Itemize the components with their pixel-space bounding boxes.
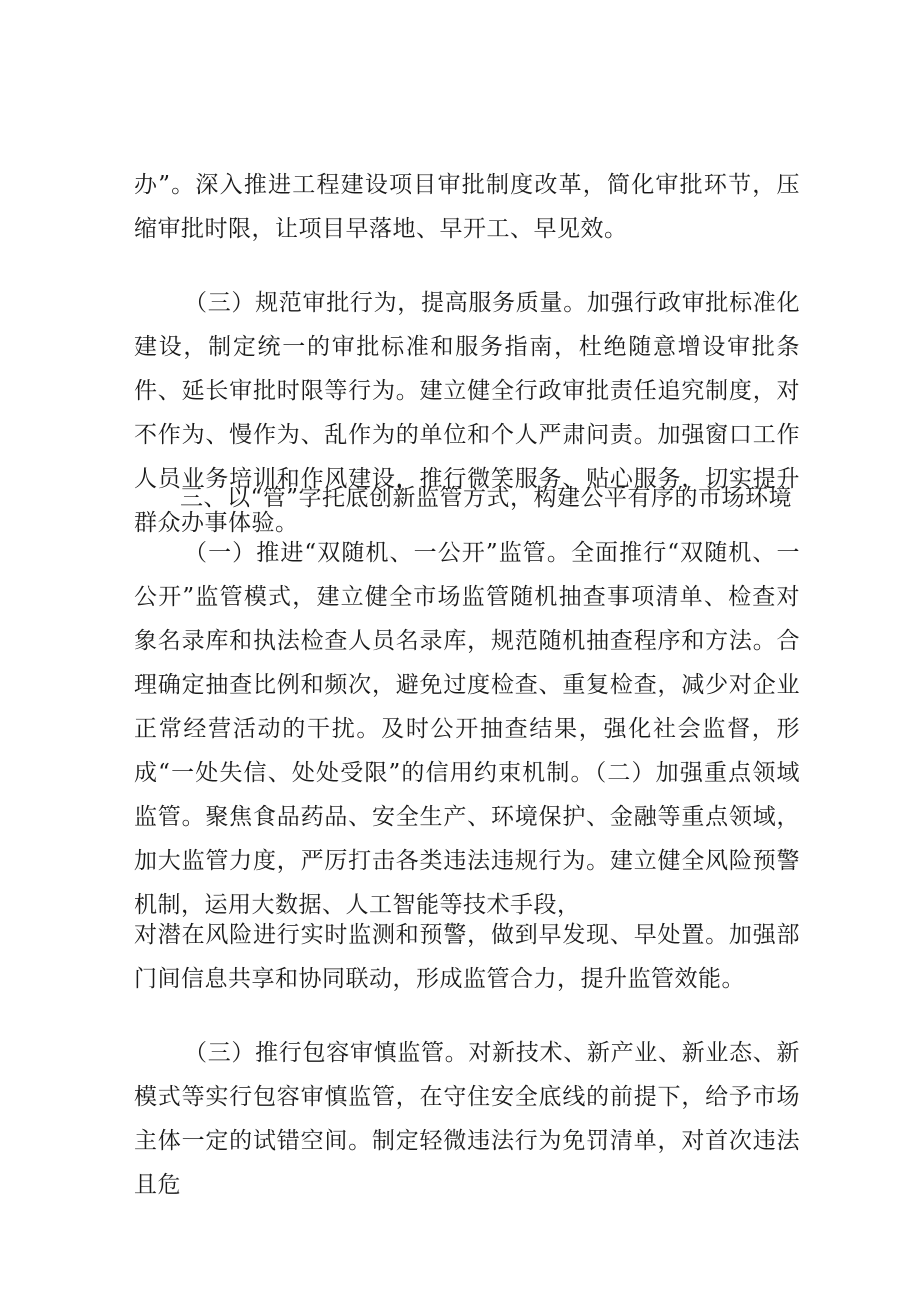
paragraph-inclusive-supervision: （三）推行包容审慎监管。对新技术、新产业、新业态、新模式等实行包容审慎监管，在守住安全底线的前提下，给予市场主体一定的试错空间。制定轻微违法行为免罚清单，对首次违法且危 — [134, 1040, 800, 1198]
paragraph-double-random-supervision: （一）推进“双随机、一公开”监管。全面推行“双随机、一公开”监管模式，建立健全市场监管随机抽查事项清单、检查对象名录库和执法检查人员名录库，规范随机抽查程序和方法。合理确定抽查比例和频次，避免过度检查、重复检查，减少对企业正常经营活动的干扰。及时公开抽查结果，强化社会监督，形成“一处失信、处处受限”的信用约束机制。（二）加强重点领域监管。聚焦食品药品、安全生产、环境保护、金融等重点领域，加大监管力度，严厉打击各类违法违规行为。建立健全风险预警机制，运用大数据、人工智能等技术手段， — [134, 540, 800, 918]
paragraph-risk-monitoring: 对潜在风险进行实时监测和预警，做到早发现、早处置。加强部门间信息共享和协同联动，形成监管合力，提升监管效能。 — [134, 922, 800, 992]
section-heading-supervision: 三、以“管”字托底创新监管方式，构建公平有序的市场环境 — [180, 485, 793, 511]
paragraph-standardize-approval: （三）规范审批行为，提高服务质量。加强行政审批标准化建设，制定统一的审批标准和服务指南，杜绝随意增设审批条件、延长审批时限等行为。建立健全行政审批责任追究制度，对不作为、慢作为、乱作为的单位和个人严肃问责。加强窗口工作人员业务培训和作风建设，推行微笑服务、贴心服务，切实提升群众办事体验。 — [134, 290, 800, 536]
paragraph-approval-reform-end: 办”。深入推进工程建设项目审批制度改革，简化审批环节，压缩审批时限，让项目早落地、早开工、早见效。 — [134, 172, 800, 242]
